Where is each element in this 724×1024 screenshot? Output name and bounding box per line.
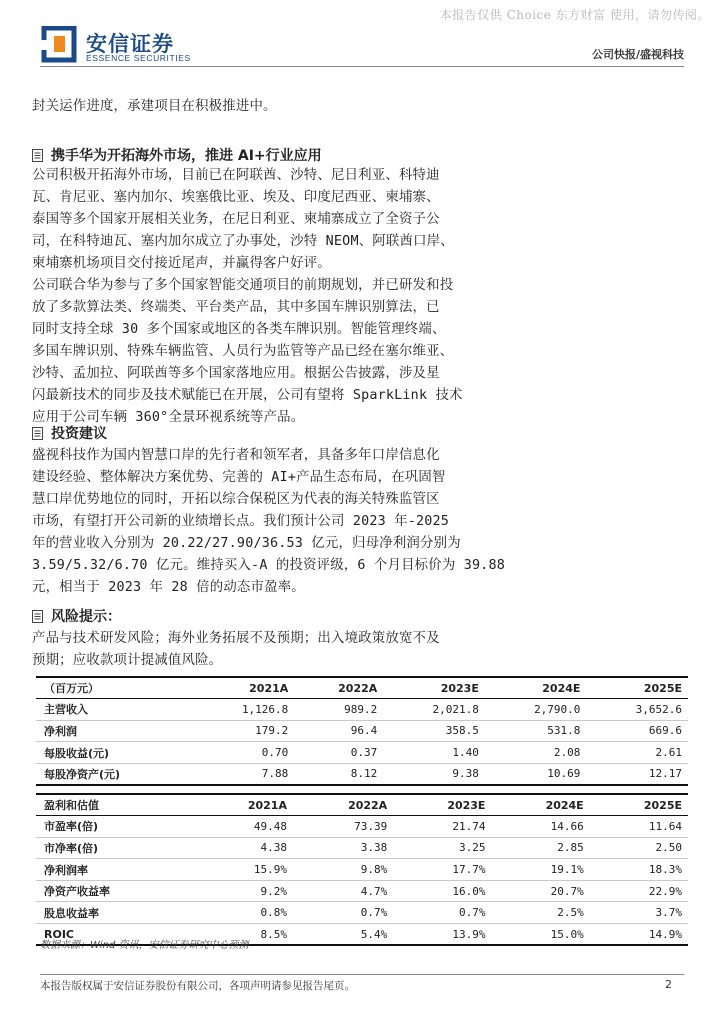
row-label: 每股收益(元) (44, 746, 110, 760)
table-cell: 2,021.8 (432, 702, 479, 716)
row-label: 市盈率(倍) (44, 820, 99, 834)
row-label: 净资产收益率 (44, 885, 110, 899)
table-cell: 1.40 (452, 746, 479, 760)
table-header-row (36, 677, 688, 699)
table-header-cell: 2025E (643, 681, 682, 695)
document-icon (32, 427, 43, 440)
table-cell: 0.70 (261, 746, 289, 760)
table-row (36, 880, 688, 902)
report-breadcrumb: 公司快报/盛视科技 (591, 48, 684, 61)
financial-summary-table (36, 676, 688, 786)
watermark: 本报告仅供 Choice 东方财富 使用，请勿传阅。 (439, 8, 710, 22)
table-row (36, 742, 688, 764)
section-heading-investment (32, 423, 107, 443)
table-cell: 9.8% (360, 863, 388, 877)
table-row (36, 816, 688, 838)
text-line: 应用于公司车辆 360°全景环视系统等产品。 (32, 410, 305, 425)
table-cell: 8.5% (260, 927, 287, 941)
text-line: 盛视科技作为国内智慧口岸的先行者和领军者，具备多年口岸信息化 (32, 448, 440, 463)
table-cell: 3,652.6 (635, 702, 682, 716)
text-line: 建设经验、整体解决方案优势、完善的 AI+产品生态布局，在巩固智 (32, 470, 446, 485)
table-cell: 669.6 (648, 724, 682, 738)
page-number: 2 (665, 978, 672, 991)
section-title: 携手华为开拓海外市场，推进 AI+行业应用 (51, 148, 322, 164)
row-label: 净利润 (44, 724, 77, 738)
table-header-row (36, 794, 688, 816)
table-header-cell: 2021A (247, 798, 287, 812)
text-line: 瓦、肯尼亚、塞内加尔、埃塞俄比亚、埃及、印度尼西亚、柬埔寨、 (32, 190, 440, 205)
table-header-cell: 2024E (542, 681, 581, 695)
text-line: 慧口岸优势地位的同时，开拓以综合保税区为代表的海关特殊监管区 (32, 492, 440, 507)
table-cell: 4.7% (360, 884, 388, 898)
table-cell: 2.5% (557, 906, 584, 920)
table-cell: 96.4 (350, 724, 378, 738)
table-cell: 14.9% (648, 927, 682, 941)
text-line: 闪最新技术的同步及技术赋能已在开展，公司有望将 SparkLink 技术 (32, 388, 463, 403)
text-line: 预期；应收款项计提减值风险。 (32, 653, 223, 668)
intro-paragraph (32, 96, 692, 118)
text-line: 市场，有望打开公司新的业绩增长点。我们预计公司 2023 年-2025 (32, 514, 450, 529)
table-cell: 9.38 (452, 767, 479, 781)
table-cell: 2.85 (557, 841, 584, 855)
table-cell: 11.64 (648, 819, 682, 833)
table-header-cell: （百万元） (44, 682, 99, 696)
table-cell: 0.37 (350, 746, 378, 760)
row-label: 净利润率 (44, 863, 88, 877)
text-line: 多国车牌识别、特殊车辆监管、人员行为监管等产品已经在塞尔维亚、 (32, 344, 454, 359)
table-cell: 16.0% (452, 884, 486, 898)
table-cell: 2,790.0 (534, 702, 581, 716)
table-cell: 22.9% (648, 884, 682, 898)
table-cell: 3.7% (655, 906, 682, 920)
footer-divider (40, 974, 684, 975)
row-label: 股息收益率 (44, 906, 99, 920)
table-cell: 49.48 (253, 819, 287, 833)
table-cell: 5.4% (360, 927, 388, 941)
section-title: 投资建议 (51, 426, 107, 442)
logo-chinese-name: 安信证券 (86, 32, 174, 56)
table-header-cell: 盈利和估值 (44, 799, 99, 813)
text-line: 元，相当于 2023 年 28 倍的动态市盈率。 (32, 580, 305, 595)
table-cell: 531.8 (547, 724, 581, 738)
table-header-cell: 2021A (249, 681, 289, 695)
row-label: 每股净资产(元) (44, 767, 121, 781)
table-cell: 21.74 (452, 819, 486, 833)
document-icon (32, 149, 43, 162)
table-header-cell: 2023E (447, 798, 486, 812)
overseas-paragraph-1 (32, 165, 692, 429)
data-source-note: 数据来源：Wind 资讯，安信证券研究中心预测 (40, 940, 249, 951)
copyright-disclaimer: 本报告版权属于安信证券股份有限公司，各项声明请参见报告尾页。 (40, 980, 355, 992)
row-label: 市净率(倍) (44, 841, 99, 855)
table-cell: 3.38 (360, 841, 388, 855)
table-header-cell: 2022A (348, 798, 388, 812)
table-cell: 179.2 (255, 724, 289, 738)
table-cell: 0.7% (360, 906, 388, 920)
row-label: ROIC (44, 927, 74, 941)
logo-mark-icon (40, 26, 80, 64)
text-line: 年的营业收入分别为 20.22/27.90/36.53 亿元，归母净利润分别为 (32, 536, 461, 551)
text-line: 柬埔寨机场项目交付接近尾声，并赢得客户好评。 (32, 256, 331, 271)
text-line: 同时支持全球 30 多个国家或地区的各类车牌识别。智能管理终端、 (32, 322, 446, 337)
table-cell: 2.08 (553, 746, 581, 760)
table-cell: 2.61 (655, 746, 682, 760)
table-cell: 989.2 (344, 702, 378, 716)
text-line: 沙特、孟加拉、阿联酋等多个国家落地应用。根据公告披露，涉及星 (32, 366, 440, 381)
table-cell: 3.25 (458, 841, 486, 855)
text-line: 公司联合华为参与了多个国家智能交通项目的前期规划，并已研发和投 (32, 278, 454, 293)
risk-paragraph (32, 628, 692, 672)
table-cell: 18.3% (648, 863, 682, 877)
table-cell: 17.7% (452, 863, 486, 877)
table-cell: 12.17 (648, 767, 682, 781)
table-cell: 9.2% (260, 884, 287, 898)
table-cell: 0.8% (260, 906, 287, 920)
table-row (36, 837, 688, 859)
table-cell: 0.7% (458, 906, 486, 920)
document-icon (32, 610, 43, 623)
table-row (36, 720, 688, 742)
text-line: 司，在科特迪瓦、塞内加尔成立了办事处，沙特 NEOM、阿联酋口岸、 (32, 234, 454, 249)
text-line: 泰国等多个国家开展相关业务，在尼日利亚、柬埔寨成立了全资子公 (32, 212, 440, 227)
table-header-cell: 2022A (338, 681, 378, 695)
table-header-cell: 2024E (545, 798, 584, 812)
section-title: 风险提示： (51, 609, 121, 625)
section-heading-overseas (32, 145, 322, 165)
text-line: 产品与技术研发风险；海外业务拓展不及预期；出入境政策放宽不及 (32, 631, 440, 646)
table-cell: 14.66 (550, 819, 584, 833)
table-header-cell: 2023E (440, 681, 479, 695)
table-cell: 8.12 (350, 767, 378, 781)
table-row (36, 902, 688, 924)
table-cell: 15.0% (550, 927, 584, 941)
table-cell: 4.38 (260, 841, 287, 855)
header-divider (40, 66, 684, 67)
table-cell: 1,126.8 (241, 702, 289, 716)
text-line: 公司积极开拓海外市场，目前已在阿联酋、沙特、尼日利亚、科特迪 (32, 168, 440, 183)
text-line: 放了多款算法类、终端类、平台类产品，其中多国车牌识别算法，已 (32, 300, 440, 315)
table-cell: 19.1% (550, 863, 584, 877)
row-label: 主营收入 (44, 703, 88, 717)
logo-english-name: ESSENCE SECURITIES (86, 53, 191, 63)
valuation-table (36, 793, 688, 946)
table-cell: 73.39 (354, 819, 388, 833)
table-row (36, 859, 688, 881)
table-cell: 2.50 (655, 841, 682, 855)
investment-paragraph (32, 445, 692, 599)
table-row (36, 699, 688, 721)
table-cell: 15.9% (253, 863, 287, 877)
table-cell: 13.9% (452, 927, 486, 941)
table-header-cell: 2025E (643, 798, 682, 812)
section-heading-risk (32, 606, 121, 626)
text-line: 封关运作进度，承建项目在积极推进中。 (32, 99, 277, 114)
text-line: 3.59/5.32/6.70 亿元。维持买入-A 的投资评级，6 个月目标价为 39.88 (32, 558, 506, 573)
table-cell: 358.5 (445, 724, 479, 738)
table-row (36, 763, 688, 785)
table-cell: 10.69 (547, 767, 581, 781)
table-cell: 7.88 (261, 767, 289, 781)
table-cell: 20.7% (550, 884, 584, 898)
